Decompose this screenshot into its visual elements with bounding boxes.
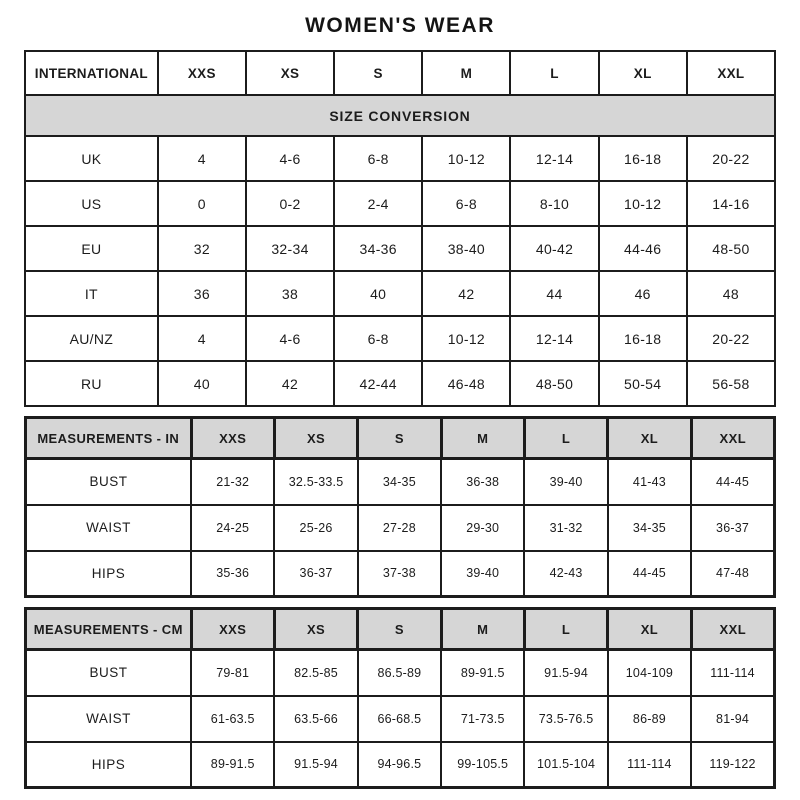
value-cell: 48 bbox=[687, 271, 775, 316]
value-cell: 61-63.5 bbox=[191, 696, 274, 742]
size-header: XL bbox=[599, 51, 687, 95]
value-cell: 101.5-104 bbox=[524, 742, 607, 788]
size-header: M bbox=[441, 609, 524, 650]
size-header: S bbox=[334, 51, 422, 95]
value-cell: 40 bbox=[334, 271, 422, 316]
row-label: RU bbox=[25, 361, 158, 406]
value-cell: 89-91.5 bbox=[191, 742, 274, 788]
table-row bbox=[26, 742, 775, 788]
value-cell: 66-68.5 bbox=[358, 696, 441, 742]
size-conversion-table bbox=[24, 50, 776, 407]
size-header: XXL bbox=[691, 609, 774, 650]
value-cell: 48-50 bbox=[510, 361, 598, 406]
row-label: BUST bbox=[26, 650, 192, 696]
value-cell: 34-35 bbox=[358, 459, 441, 505]
value-cell: 10-12 bbox=[422, 316, 510, 361]
value-cell: 44-45 bbox=[691, 459, 774, 505]
value-cell: 10-12 bbox=[422, 136, 510, 181]
value-cell: 25-26 bbox=[274, 505, 357, 551]
row-label: WAIST bbox=[26, 505, 192, 551]
value-cell: 40-42 bbox=[510, 226, 598, 271]
size-conversion-band-title: SIZE CONVERSION bbox=[25, 95, 775, 136]
value-cell: 32 bbox=[158, 226, 246, 271]
value-cell: 20-22 bbox=[687, 136, 775, 181]
value-cell: 44-45 bbox=[608, 551, 691, 597]
value-cell: 50-54 bbox=[599, 361, 687, 406]
value-cell: 46-48 bbox=[422, 361, 510, 406]
size-header: L bbox=[524, 609, 607, 650]
label-column-header: MEASUREMENTS - CM bbox=[26, 609, 192, 650]
value-cell: 0 bbox=[158, 181, 246, 226]
table-row bbox=[25, 181, 775, 226]
value-cell: 91.5-94 bbox=[274, 742, 357, 788]
value-cell: 36-37 bbox=[274, 551, 357, 597]
measurements-cm-header-row bbox=[26, 609, 775, 650]
value-cell: 34-36 bbox=[334, 226, 422, 271]
value-cell: 89-91.5 bbox=[441, 650, 524, 696]
value-cell: 34-35 bbox=[608, 505, 691, 551]
table-row bbox=[25, 136, 775, 181]
table-row bbox=[26, 551, 775, 597]
value-cell: 81-94 bbox=[691, 696, 774, 742]
table-row bbox=[25, 226, 775, 271]
value-cell: 4 bbox=[158, 316, 246, 361]
label-column-header: INTERNATIONAL bbox=[25, 51, 158, 95]
value-cell: 24-25 bbox=[191, 505, 274, 551]
size-header: XS bbox=[274, 418, 357, 459]
value-cell: 8-10 bbox=[510, 181, 598, 226]
measurements-in-body bbox=[26, 459, 775, 597]
value-cell: 16-18 bbox=[599, 316, 687, 361]
row-label: WAIST bbox=[26, 696, 192, 742]
size-header: XXL bbox=[691, 418, 774, 459]
size-header: XS bbox=[246, 51, 334, 95]
value-cell: 36 bbox=[158, 271, 246, 316]
size-header: M bbox=[441, 418, 524, 459]
value-cell: 42-44 bbox=[334, 361, 422, 406]
table-row bbox=[26, 696, 775, 742]
value-cell: 31-32 bbox=[524, 505, 607, 551]
value-cell: 63.5-66 bbox=[274, 696, 357, 742]
row-label: UK bbox=[25, 136, 158, 181]
value-cell: 56-58 bbox=[687, 361, 775, 406]
row-label: HIPS bbox=[26, 551, 192, 597]
row-label: IT bbox=[25, 271, 158, 316]
value-cell: 44-46 bbox=[599, 226, 687, 271]
label-column-header: MEASUREMENTS - IN bbox=[26, 418, 192, 459]
value-cell: 42 bbox=[422, 271, 510, 316]
value-cell: 94-96.5 bbox=[358, 742, 441, 788]
value-cell: 40 bbox=[158, 361, 246, 406]
size-header: XXS bbox=[158, 51, 246, 95]
value-cell: 27-28 bbox=[358, 505, 441, 551]
value-cell: 36-38 bbox=[441, 459, 524, 505]
value-cell: 12-14 bbox=[510, 136, 598, 181]
value-cell: 42 bbox=[246, 361, 334, 406]
value-cell: 0-2 bbox=[246, 181, 334, 226]
value-cell: 14-16 bbox=[687, 181, 775, 226]
value-cell: 6-8 bbox=[334, 316, 422, 361]
value-cell: 73.5-76.5 bbox=[524, 696, 607, 742]
band-row bbox=[25, 95, 775, 136]
value-cell: 4-6 bbox=[246, 136, 334, 181]
value-cell: 48-50 bbox=[687, 226, 775, 271]
value-cell: 111-114 bbox=[691, 650, 774, 696]
size-header-row bbox=[25, 51, 775, 95]
value-cell: 38-40 bbox=[422, 226, 510, 271]
value-cell: 38 bbox=[246, 271, 334, 316]
value-cell: 44 bbox=[510, 271, 598, 316]
value-cell: 6-8 bbox=[334, 136, 422, 181]
value-cell: 111-114 bbox=[608, 742, 691, 788]
value-cell: 99-105.5 bbox=[441, 742, 524, 788]
size-header: L bbox=[510, 51, 598, 95]
measurements-cm-body bbox=[26, 650, 775, 788]
value-cell: 86.5-89 bbox=[358, 650, 441, 696]
value-cell: 6-8 bbox=[422, 181, 510, 226]
size-header: M bbox=[422, 51, 510, 95]
value-cell: 4-6 bbox=[246, 316, 334, 361]
measurements-cm-table bbox=[24, 607, 776, 789]
size-header: XXS bbox=[191, 418, 274, 459]
size-header: S bbox=[358, 609, 441, 650]
row-label: AU/NZ bbox=[25, 316, 158, 361]
value-cell: 86-89 bbox=[608, 696, 691, 742]
measurements-in-header-row bbox=[26, 418, 775, 459]
table-row bbox=[26, 459, 775, 505]
value-cell: 39-40 bbox=[524, 459, 607, 505]
measurements-in-table bbox=[24, 416, 776, 598]
value-cell: 32.5-33.5 bbox=[274, 459, 357, 505]
value-cell: 36-37 bbox=[691, 505, 774, 551]
value-cell: 21-32 bbox=[191, 459, 274, 505]
value-cell: 4 bbox=[158, 136, 246, 181]
table-row bbox=[25, 271, 775, 316]
value-cell: 119-122 bbox=[691, 742, 774, 788]
table-row bbox=[25, 361, 775, 406]
size-conversion-band bbox=[25, 95, 775, 136]
size-conversion-body bbox=[25, 136, 775, 406]
size-header: XL bbox=[608, 609, 691, 650]
value-cell: 42-43 bbox=[524, 551, 607, 597]
size-header: L bbox=[524, 418, 607, 459]
value-cell: 35-36 bbox=[191, 551, 274, 597]
value-cell: 20-22 bbox=[687, 316, 775, 361]
value-cell: 12-14 bbox=[510, 316, 598, 361]
size-header: S bbox=[358, 418, 441, 459]
table-row bbox=[26, 505, 775, 551]
value-cell: 29-30 bbox=[441, 505, 524, 551]
value-cell: 39-40 bbox=[441, 551, 524, 597]
value-cell: 71-73.5 bbox=[441, 696, 524, 742]
value-cell: 104-109 bbox=[608, 650, 691, 696]
value-cell: 2-4 bbox=[334, 181, 422, 226]
row-label: US bbox=[25, 181, 158, 226]
value-cell: 10-12 bbox=[599, 181, 687, 226]
value-cell: 16-18 bbox=[599, 136, 687, 181]
size-header: XS bbox=[274, 609, 357, 650]
row-label: HIPS bbox=[26, 742, 192, 788]
value-cell: 41-43 bbox=[608, 459, 691, 505]
size-header: XL bbox=[608, 418, 691, 459]
row-label: BUST bbox=[26, 459, 192, 505]
page-title: WOMEN'S WEAR bbox=[305, 14, 495, 37]
value-cell: 37-38 bbox=[358, 551, 441, 597]
value-cell: 91.5-94 bbox=[524, 650, 607, 696]
value-cell: 46 bbox=[599, 271, 687, 316]
value-cell: 82.5-85 bbox=[274, 650, 357, 696]
table-row bbox=[26, 650, 775, 696]
row-label: EU bbox=[25, 226, 158, 271]
value-cell: 32-34 bbox=[246, 226, 334, 271]
table-row bbox=[25, 316, 775, 361]
size-header: XXS bbox=[191, 609, 274, 650]
value-cell: 79-81 bbox=[191, 650, 274, 696]
size-header: XXL bbox=[687, 51, 775, 95]
value-cell: 47-48 bbox=[691, 551, 774, 597]
